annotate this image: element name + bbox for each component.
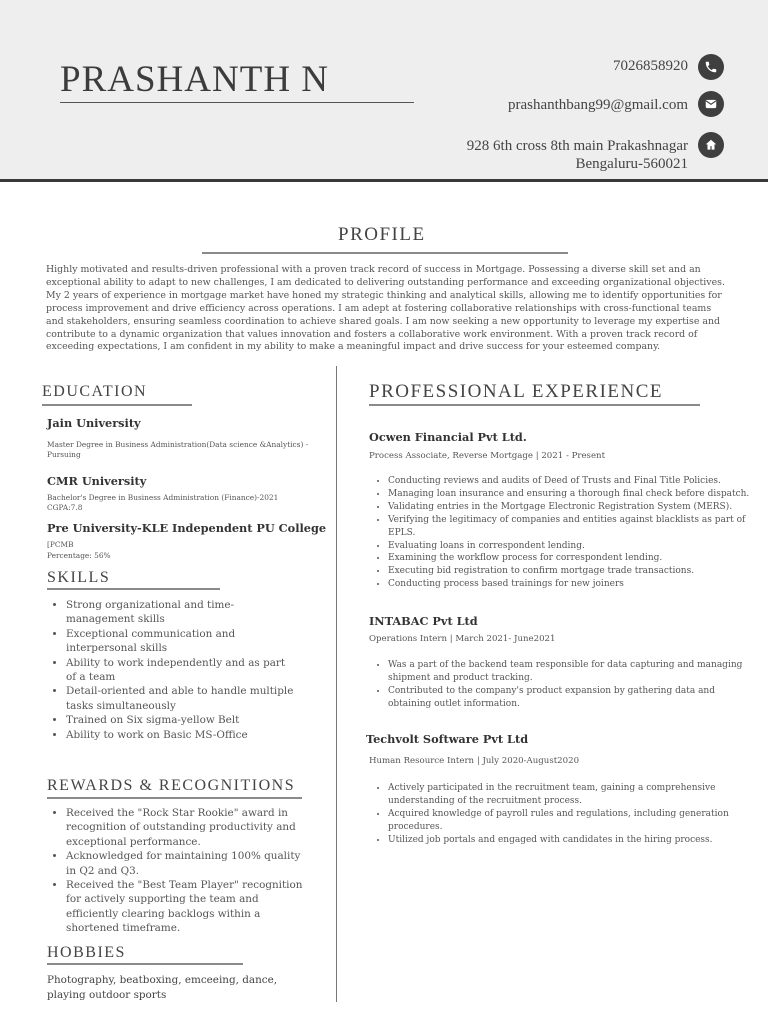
rewards-underline xyxy=(47,797,302,799)
list-item: • Received the "Best Team Player" recognition for actively supporting the team and efficiently clearing backlogs within a shortened timeframe. xyxy=(66,878,306,936)
education-heading: EDUCATION xyxy=(42,383,148,400)
skills-heading: SKILLS xyxy=(47,569,111,586)
profile-heading: PROFILE xyxy=(338,224,426,245)
job-meta: Human Resource Intern | July 2020-August2020 xyxy=(369,756,580,766)
address-line-1: 928 6th cross 8th main Prakashnagar xyxy=(466,138,688,154)
job-bullets xyxy=(370,659,756,711)
mail-icon xyxy=(698,91,724,117)
education-detail: Pursuing xyxy=(47,450,81,459)
experience-heading: PROFESSIONAL EXPERIENCE xyxy=(369,381,664,402)
education-school: Pre University-KLE Independent PU College xyxy=(47,521,327,535)
education-underline xyxy=(42,404,192,406)
hobbies-underline xyxy=(47,963,243,965)
email-address[interactable]: prashanthbang99@gmail.com xyxy=(507,97,688,113)
list-item: • Received the "Rock Star Rookie" award in recognition of outstanding productivity and exceptional performance. xyxy=(66,806,306,849)
job-meta: Operations Intern | March 2021- June2021 xyxy=(369,634,556,644)
experience-underline xyxy=(369,404,700,406)
list-item: • Executing bid registration to confirm mortgage trade transactions. xyxy=(388,565,768,578)
education-detail: Bachelor's Degree in Business Administration (Finance)-2021 xyxy=(47,493,279,502)
list-item: • Strong organizational and time-management skills xyxy=(66,598,298,627)
list-item: • Verifying the legitimacy of companies and entities against blacklists as part of EPLS. xyxy=(388,514,768,540)
list-item: • Validating entries in the Mortgage Electronic Registration System (MERS). xyxy=(388,501,768,514)
phone-icon xyxy=(698,54,724,80)
education-detail: Percentage: 56% xyxy=(47,551,111,560)
column-divider xyxy=(336,366,337,1002)
name-underline xyxy=(60,102,414,103)
education-detail: [PCMB xyxy=(47,540,74,549)
skills-list xyxy=(48,598,298,742)
list-item: • Acknowledged for maintaining 100% quality in Q2 and Q3. xyxy=(66,849,306,878)
home-icon xyxy=(698,132,724,158)
profile-underline xyxy=(202,252,568,254)
list-item: • Contributed to the company's product expansion by gathering data and obtaining outlet information. xyxy=(388,685,756,711)
list-item: • Trained on Six sigma-yellow Belt xyxy=(66,713,298,727)
job-company: INTABAC Pvt Ltd xyxy=(369,614,478,628)
education-school: CMR University xyxy=(47,474,147,488)
list-item: • Evaluating loans in correspondent lending. xyxy=(388,540,768,553)
rewards-heading: REWARDS & RECOGNITIONS xyxy=(47,777,296,794)
header-divider xyxy=(0,179,768,182)
job-company: Ocwen Financial Pvt Ltd. xyxy=(369,430,527,444)
list-item: • Examining the workflow process for correspondent lending. xyxy=(388,552,768,565)
education-school: Jain University xyxy=(47,416,141,430)
hobbies-text: Photography, beatboxing, emceeing, dance, playing outdoor sports xyxy=(47,974,278,1001)
job-bullets xyxy=(370,782,756,847)
address-line-2: Bengaluru-560021 xyxy=(575,156,688,172)
list-item: • Actively participated in the recruitment team, gaining a comprehensive understanding of the recruitment process. xyxy=(388,782,756,808)
list-item: • Ability to work on Basic MS-Office xyxy=(66,728,298,742)
profile-summary: Highly motivated and results-driven professional with a proven track record of success in Mortgage. Possessing a diverse skill set and an exceptional ability to adapt to new challenges, I am dedicated to delivering outstanding performance and exceeding organizational objectives. My 2 years of experience in mortgage market have honed my strategic thinking and analytical skills, allowing me to identify opportunities for process improvement and drive efficiency across operations. I am adept at fostering collaborative relationships with cross-functional teams and stakeholders, ensuring seamless coordination to achieve shared goals. I am now seeking a new opportunity to leverage my expertise and contribute to a dynamic organization that values innovation and fosters a collaborative work environment. With a proven track record of exceeding expectations, I am confident in my ability to make a meaningful impact and drive success for your esteemed company. xyxy=(46,264,725,353)
list-item: • Managing loan insurance and ensuring a thorough final check before dispatch. xyxy=(388,488,768,501)
list-item: • Acquired knowledge of payroll rules and regulations, including generation procedures. xyxy=(388,808,756,834)
candidate-name: PRASHANTH N xyxy=(60,59,330,100)
list-item: • Detail-oriented and able to handle multiple tasks simultaneously xyxy=(66,684,298,713)
list-item: • Conducting reviews and audits of Deed of Trusts and Final Title Policies. xyxy=(388,475,768,488)
job-company: Techvolt Software Pvt Ltd xyxy=(366,732,529,746)
job-bullets xyxy=(370,475,768,591)
list-item: • Utilized job portals and engaged with candidates in the hiring process. xyxy=(388,834,756,847)
job-meta: Process Associate, Reverse Mortgage | 2021 - Present xyxy=(369,451,606,461)
education-detail: CGPA:7.8 xyxy=(47,503,83,512)
list-item: • Ability to work independently and as part of a team xyxy=(66,656,298,685)
education-detail: Master Degree in Business Administration(Data science &Analytics) - xyxy=(47,440,309,449)
hobbies-heading: HOBBIES xyxy=(47,944,126,961)
phone-number: 7026858920 xyxy=(613,58,688,74)
skills-underline xyxy=(47,588,220,590)
list-item: • Was a part of the backend team responsible for data capturing and managing shipment and product tracking. xyxy=(388,659,756,685)
list-item: • Exceptional communication and interpersonal skills xyxy=(66,627,298,656)
rewards-list xyxy=(48,806,306,936)
list-item: • Conducting process based trainings for new joiners xyxy=(388,578,768,591)
